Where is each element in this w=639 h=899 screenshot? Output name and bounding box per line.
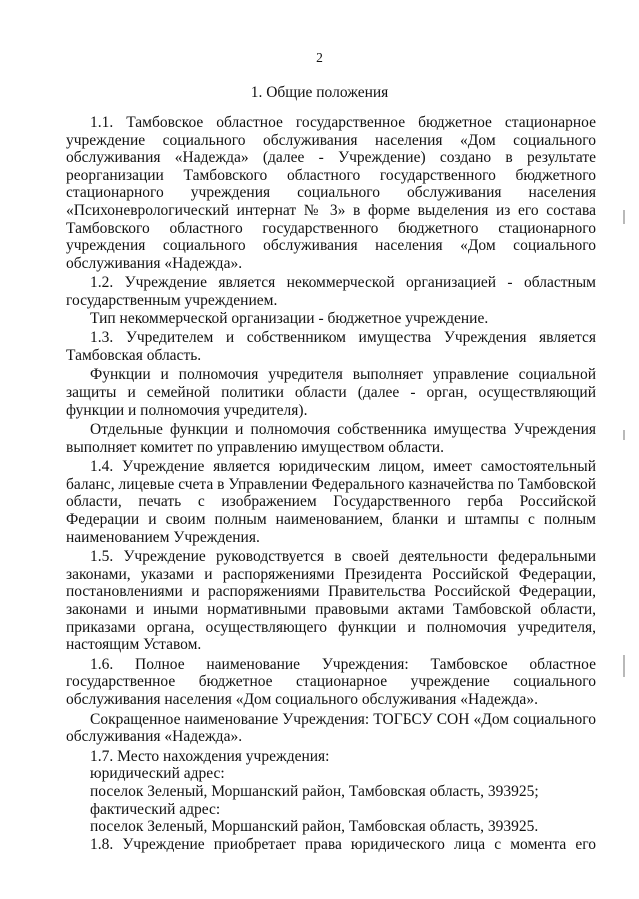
paragraph-1-5: 1.5. Учреждение руководствуется в своей деятельности федеральными законами, указами и распоряжениями Президента Российской Федерации, постановлениями и распоряжениями Правительства Российской Федерации, законами и иными нормативными правовыми актами Тамбовской области, приказами органа, осуществляющего функции и полномочия учредителя, настоящим Уставом. xyxy=(66,548,596,654)
paragraph-1-6: 1.6. Полное наименование Учреждения: Тамбовское областное государственное бюджетное стационарное учреждение социального обслуживания населения «Дом социального обслуживания «Надежда». xyxy=(66,655,596,708)
legal-address-value: поселок Зеленый, Моршанский район, Тамбовская область, 393925; xyxy=(90,782,539,800)
section-title: 1. Общие положения xyxy=(250,84,389,101)
paragraph-short-name: Сокращенное наименование Учреждения: ТОГБСУ СОН «Дом социального обслуживания «Надежда». xyxy=(66,710,596,746)
paragraph-1-8: 1.8. Учреждение приобретает права юридического лица с момента его xyxy=(90,835,596,853)
scan-mark xyxy=(623,210,625,224)
page-number: 2 xyxy=(316,50,323,65)
paragraph-owner-functions: Отдельные функции и полномочия собственника имущества Учреждения выполняет комитет по управлению имуществом области. xyxy=(66,421,596,456)
actual-address-value: поселок Зеленый, Моршанский район, Тамбовская область, 393925. xyxy=(90,818,539,836)
paragraph-1-2: 1.2. Учреждение является некоммерческой организацией - областным государственным учреждением. xyxy=(66,274,596,309)
scan-mark xyxy=(623,655,625,677)
paragraph-nonprofit-type: Тип некоммерческой организации - бюджетное учреждение. xyxy=(90,309,489,327)
paragraph-1-1: 1.1. Тамбовское областное государственное бюджетное стационарное учреждение социального обслуживания населения «Дом социального обслуживания «Надежда» (далее - Учреждение) создано в результате реорганизации Тамбовского областного государственного бюджетного стационарного учреждения социального обслуживания населения «Психоневрологический интернат № 3» в форме выделения из его состава Тамбовского областного государственного бюджетного стационарного учреждения социального обслуживания населения «Дом социального обслуживания «Надежда». xyxy=(66,114,596,272)
actual-address-label: фактический адрес: xyxy=(90,800,221,818)
document-body xyxy=(66,114,596,855)
legal-address-label: юридический адрес: xyxy=(90,765,225,783)
paragraph-1-3: 1.3. Учредителем и собственником имущества Учреждения является Тамбовская область. xyxy=(66,329,596,364)
paragraph-1-4: 1.4. Учреждение является юридическим лицом, имеет самостоятельный баланс, лицевые счета в Управлении Федерального казначейства по Тамбовской области, печать с изображением Государственного герба Российской Федерации и своим полным наименованием, бланки и штампы с полным наименованием Учреждения. xyxy=(66,458,596,546)
paragraph-founder-functions: Функции и полномочия учредителя выполняет управление социальной защиты и семейной политики области (далее - орган, осуществляющий функции и полномочия учредителя). xyxy=(66,366,596,419)
scan-mark xyxy=(623,430,625,440)
paragraph-1-7: 1.7. Место нахождения учреждения: xyxy=(90,747,330,765)
